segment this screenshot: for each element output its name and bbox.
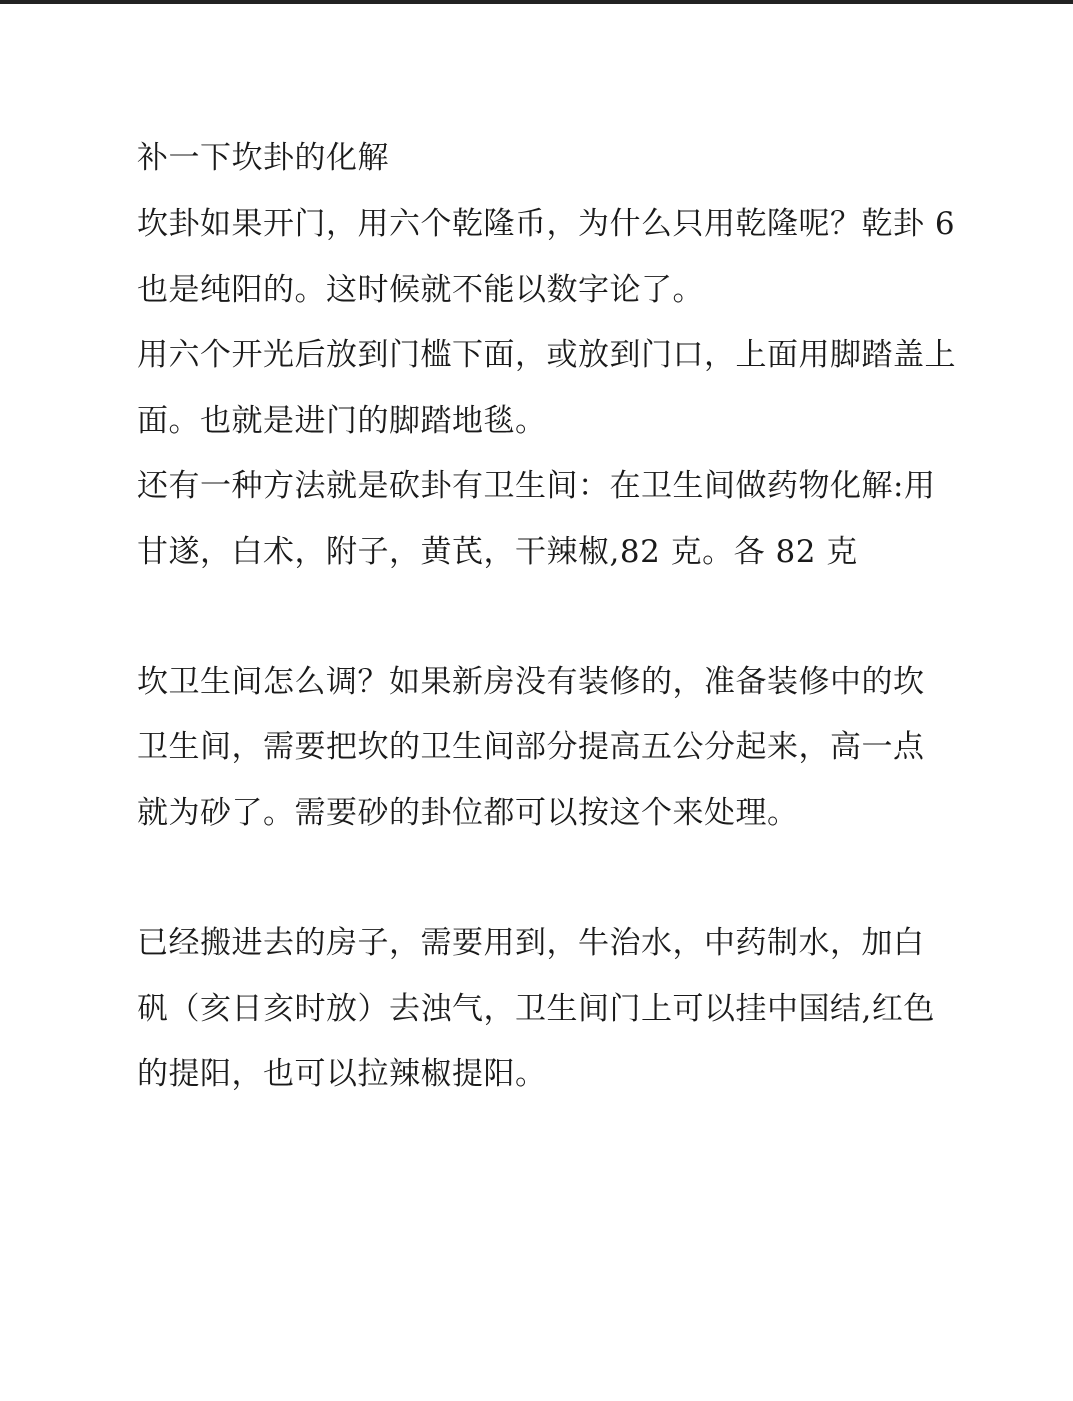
text-line: 甘遂，白术，附子，黄芪，干辣椒,82 克。各 82 克 xyxy=(137,534,858,570)
text-line: 矾（亥日亥时放）去浊气，卫生间门上可以挂中国结,红色 xyxy=(137,991,935,1027)
text-line: 坎卫生间怎么调？如果新房没有装修的，准备装修中的坎 xyxy=(137,664,925,700)
text-line: 就为砂了。需要砂的卦位都可以按这个来处理。 xyxy=(137,795,799,831)
text-line: 还有一种方法就是砍卦有卫生间：在卫生间做药物化解:用 xyxy=(137,468,936,504)
text-line: 面。也就是进门的脚踏地毯。 xyxy=(137,403,547,439)
text-line: 的提阳，也可以拉辣椒提阳。 xyxy=(137,1056,547,1092)
text-line: 用六个开光后放到门槛下面，或放到门口，上面用脚踏盖上 xyxy=(137,337,956,373)
text-line: 坎卦如果开门，用六个乾隆币，为什么只用乾隆呢？乾卦 6 xyxy=(137,206,956,242)
text-line: 也是纯阳的。这时候就不能以数字论了。 xyxy=(137,272,704,308)
document-title: 补一下坎卦的化解 xyxy=(137,140,389,176)
text-line: 卫生间，需要把坎的卫生间部分提高五公分起来，高一点 xyxy=(137,729,925,765)
text-line: 已经搬进去的房子，需要用到，牛治水，中药制水，加白 xyxy=(137,925,925,961)
